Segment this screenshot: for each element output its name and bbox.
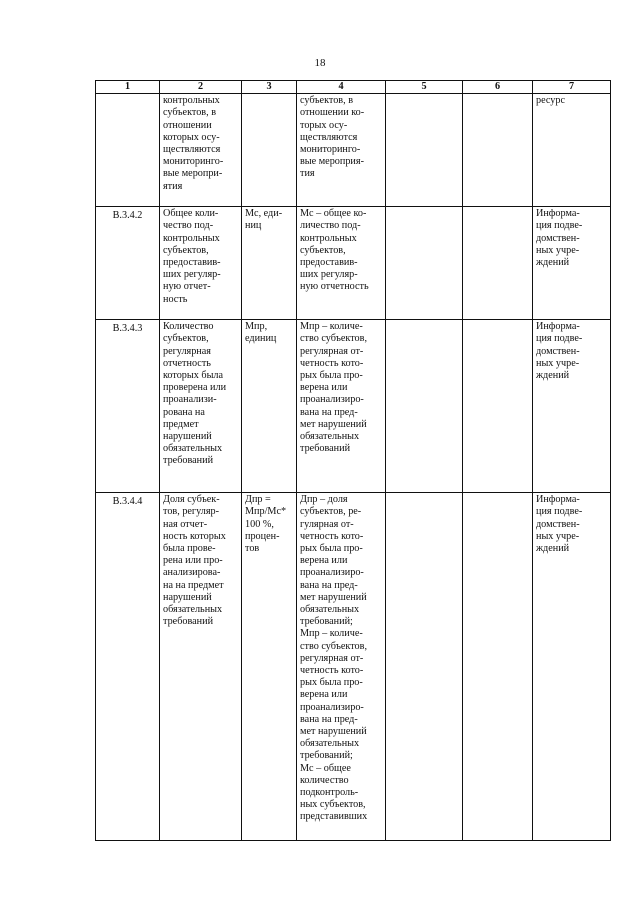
column-header-3: 3 (242, 81, 297, 94)
indicator-description-cell: Мпр – количе- ство субъектов, регулярная от- четность кото- рых была про- верена или проанализиро- вана на пред- мет нарушений обязательных требований (297, 320, 386, 493)
indicator-description-cell: Мс – общее ко- личество под- контрольных субъектов, предоставив- ших регуляр- ную отчетность (297, 207, 386, 320)
indicator-description-cell: субъектов, в отношении ко- торых осу- ществляются мониторинго- вые мероприя- тия (297, 94, 386, 207)
column-5-cell (386, 94, 463, 207)
column-header-7: 7 (533, 81, 611, 94)
column-6-cell (463, 207, 533, 320)
column-5-cell (386, 320, 463, 493)
column-6-cell (463, 94, 533, 207)
indicator-formula-cell: Мпр, единиц (242, 320, 297, 493)
indicator-code-cell: В.3.4.2 (96, 207, 160, 320)
indicator-name-cell: Доля субъек- тов, регуляр- ная отчет- ность которых была прове- рена или про- анализирова- на на предмет нарушений обязательных требований (160, 493, 242, 841)
indicator-code-cell: В.3.4.4 (96, 493, 160, 841)
column-header-5: 5 (386, 81, 463, 94)
column-header-1: 1 (96, 81, 160, 94)
indicator-code-cell (96, 94, 160, 207)
indicator-name-cell: Количество субъектов, регулярная отчетность которых была проверена или проанализи- рована на предмет нарушений обязательных требований (160, 320, 242, 493)
indicator-source-cell: Информа- ция подве- домствен- ных учре- ждений (533, 493, 611, 841)
table-row (96, 207, 611, 320)
indicator-formula-cell (242, 94, 297, 207)
column-6-cell (463, 493, 533, 841)
page-number: 18 (314, 57, 326, 69)
column-5-cell (386, 207, 463, 320)
table-row (96, 320, 611, 493)
indicator-description-cell: Дпр – доля субъектов, ре- гулярная от- четность кото- рых была про- верена или проанализиро- вана на пред- мет нарушений обязательных требований; Мпр – количе- ство субъектов, регулярная от- четность кото- рых была про- верена или проанализиро- вана на пред- мет нарушений обязательных требований; Мс – общее количество подконтроль- ных субъектов, представивших (297, 493, 386, 841)
indicator-source-cell: ресурс (533, 94, 611, 207)
column-header-6: 6 (463, 81, 533, 94)
table-row (96, 94, 611, 207)
column-6-cell (463, 320, 533, 493)
table-row (96, 493, 611, 841)
indicator-name-cell: контрольных субъектов, в отношении которых осу- ществляются мониторинго- вые меропри- ятия (160, 94, 242, 207)
indicator-table (95, 80, 611, 841)
table-header-row (96, 81, 611, 94)
indicator-name-cell: Общее коли- чество под- контрольных субъектов, предоставив- ших регуляр- ную отчет- ность (160, 207, 242, 320)
indicator-source-cell: Информа- ция подве- домствен- ных учре- ждений (533, 320, 611, 493)
column-header-4: 4 (297, 81, 386, 94)
indicator-formula-cell: Мс, еди- ниц (242, 207, 297, 320)
indicator-code-cell: В.3.4.3 (96, 320, 160, 493)
indicator-formula-cell: Дпр = Мпр/Мс* 100 %, процен- тов (242, 493, 297, 841)
column-5-cell (386, 493, 463, 841)
column-header-2: 2 (160, 81, 242, 94)
indicator-source-cell: Информа- ция подве- домствен- ных учре- ждений (533, 207, 611, 320)
